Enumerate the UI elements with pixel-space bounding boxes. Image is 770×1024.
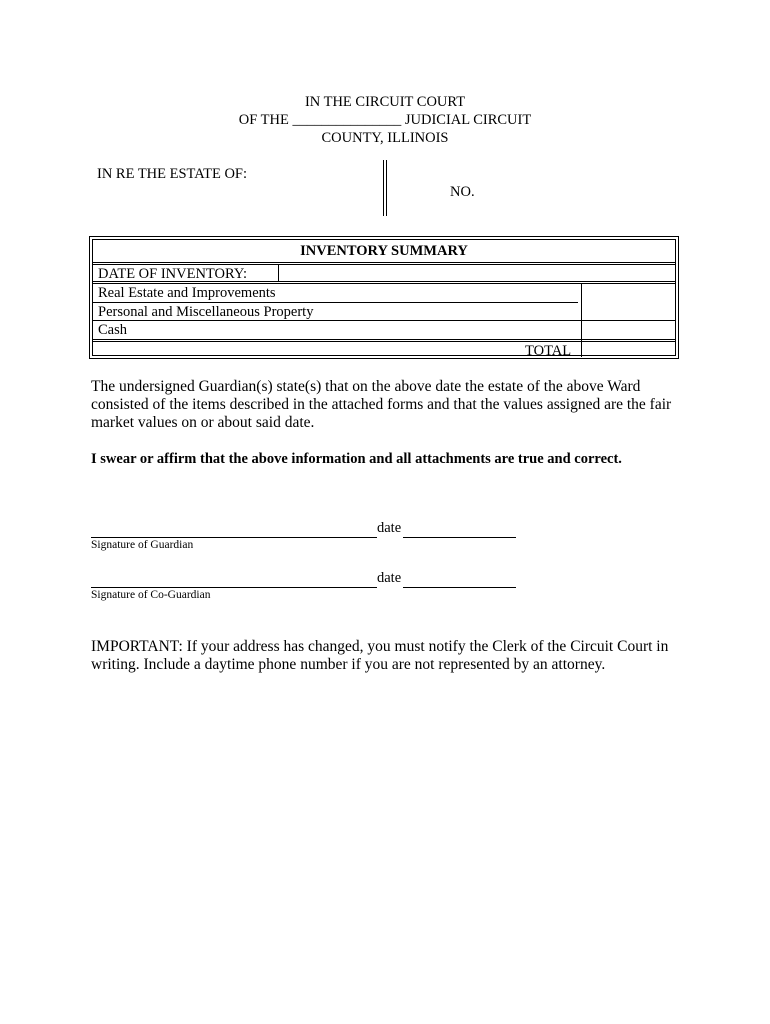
statement-line-1: The undersigned Guardian(s) state(s) that on the above date the estate of the above Ward [91, 378, 641, 395]
co-guardian-signature-line[interactable] [91, 587, 377, 588]
personal-property-label: Personal and Miscellaneous Property [98, 304, 314, 320]
real-estate-label: Real Estate and Improvements [98, 285, 276, 301]
personal-property-value-field[interactable] [582, 303, 677, 319]
real-estate-value-field[interactable] [582, 284, 677, 301]
cash-label: Cash [98, 322, 127, 338]
co-guardian-date-label: date [377, 570, 402, 586]
case-number-label: NO. [450, 184, 475, 200]
estate-label: IN RE THE ESTATE OF: [97, 166, 248, 182]
total-value-field[interactable] [582, 342, 677, 357]
guardian-signature-caption: Signature of Guardian [91, 539, 194, 551]
cash-value-field[interactable] [582, 321, 677, 338]
county-heading: COUNTY, ILLINOIS [321, 130, 449, 146]
guardian-date-line[interactable] [403, 537, 516, 538]
oath-statement: I swear or affirm that the above information and all attachments are true and correct. [91, 451, 622, 467]
statement-line-3: market values on or about said date. [91, 414, 315, 431]
guardian-date-label: date [377, 520, 402, 536]
guardian-signature-line[interactable] [91, 537, 377, 538]
notice-line-2: writing. Include a daytime phone number if you are not represented by an attorney. [91, 656, 606, 673]
inventory-summary-table [89, 236, 679, 359]
co-guardian-signature-caption: Signature of Co-Guardian [91, 589, 211, 601]
circuit-heading: OF THE _______________ JUDICIAL CIRCUIT [238, 112, 532, 128]
total-label: TOTAL [525, 343, 572, 359]
date-of-inventory-label: DATE OF INVENTORY: [98, 266, 248, 282]
notice-line-1: IMPORTANT: If your address has changed, you must notify the Clerk of the Circuit Court in [91, 638, 669, 655]
inventory-summary-title: INVENTORY SUMMARY [300, 243, 468, 259]
court-heading: IN THE CIRCUIT COURT [304, 94, 466, 110]
co-guardian-date-line[interactable] [403, 587, 516, 588]
statement-line-2: consisted of the items described in the attached forms and that the values assigned are the fair [91, 396, 672, 413]
caption-divider [383, 160, 384, 216]
caption-divider [386, 160, 387, 216]
date-of-inventory-field[interactable] [279, 265, 673, 280]
